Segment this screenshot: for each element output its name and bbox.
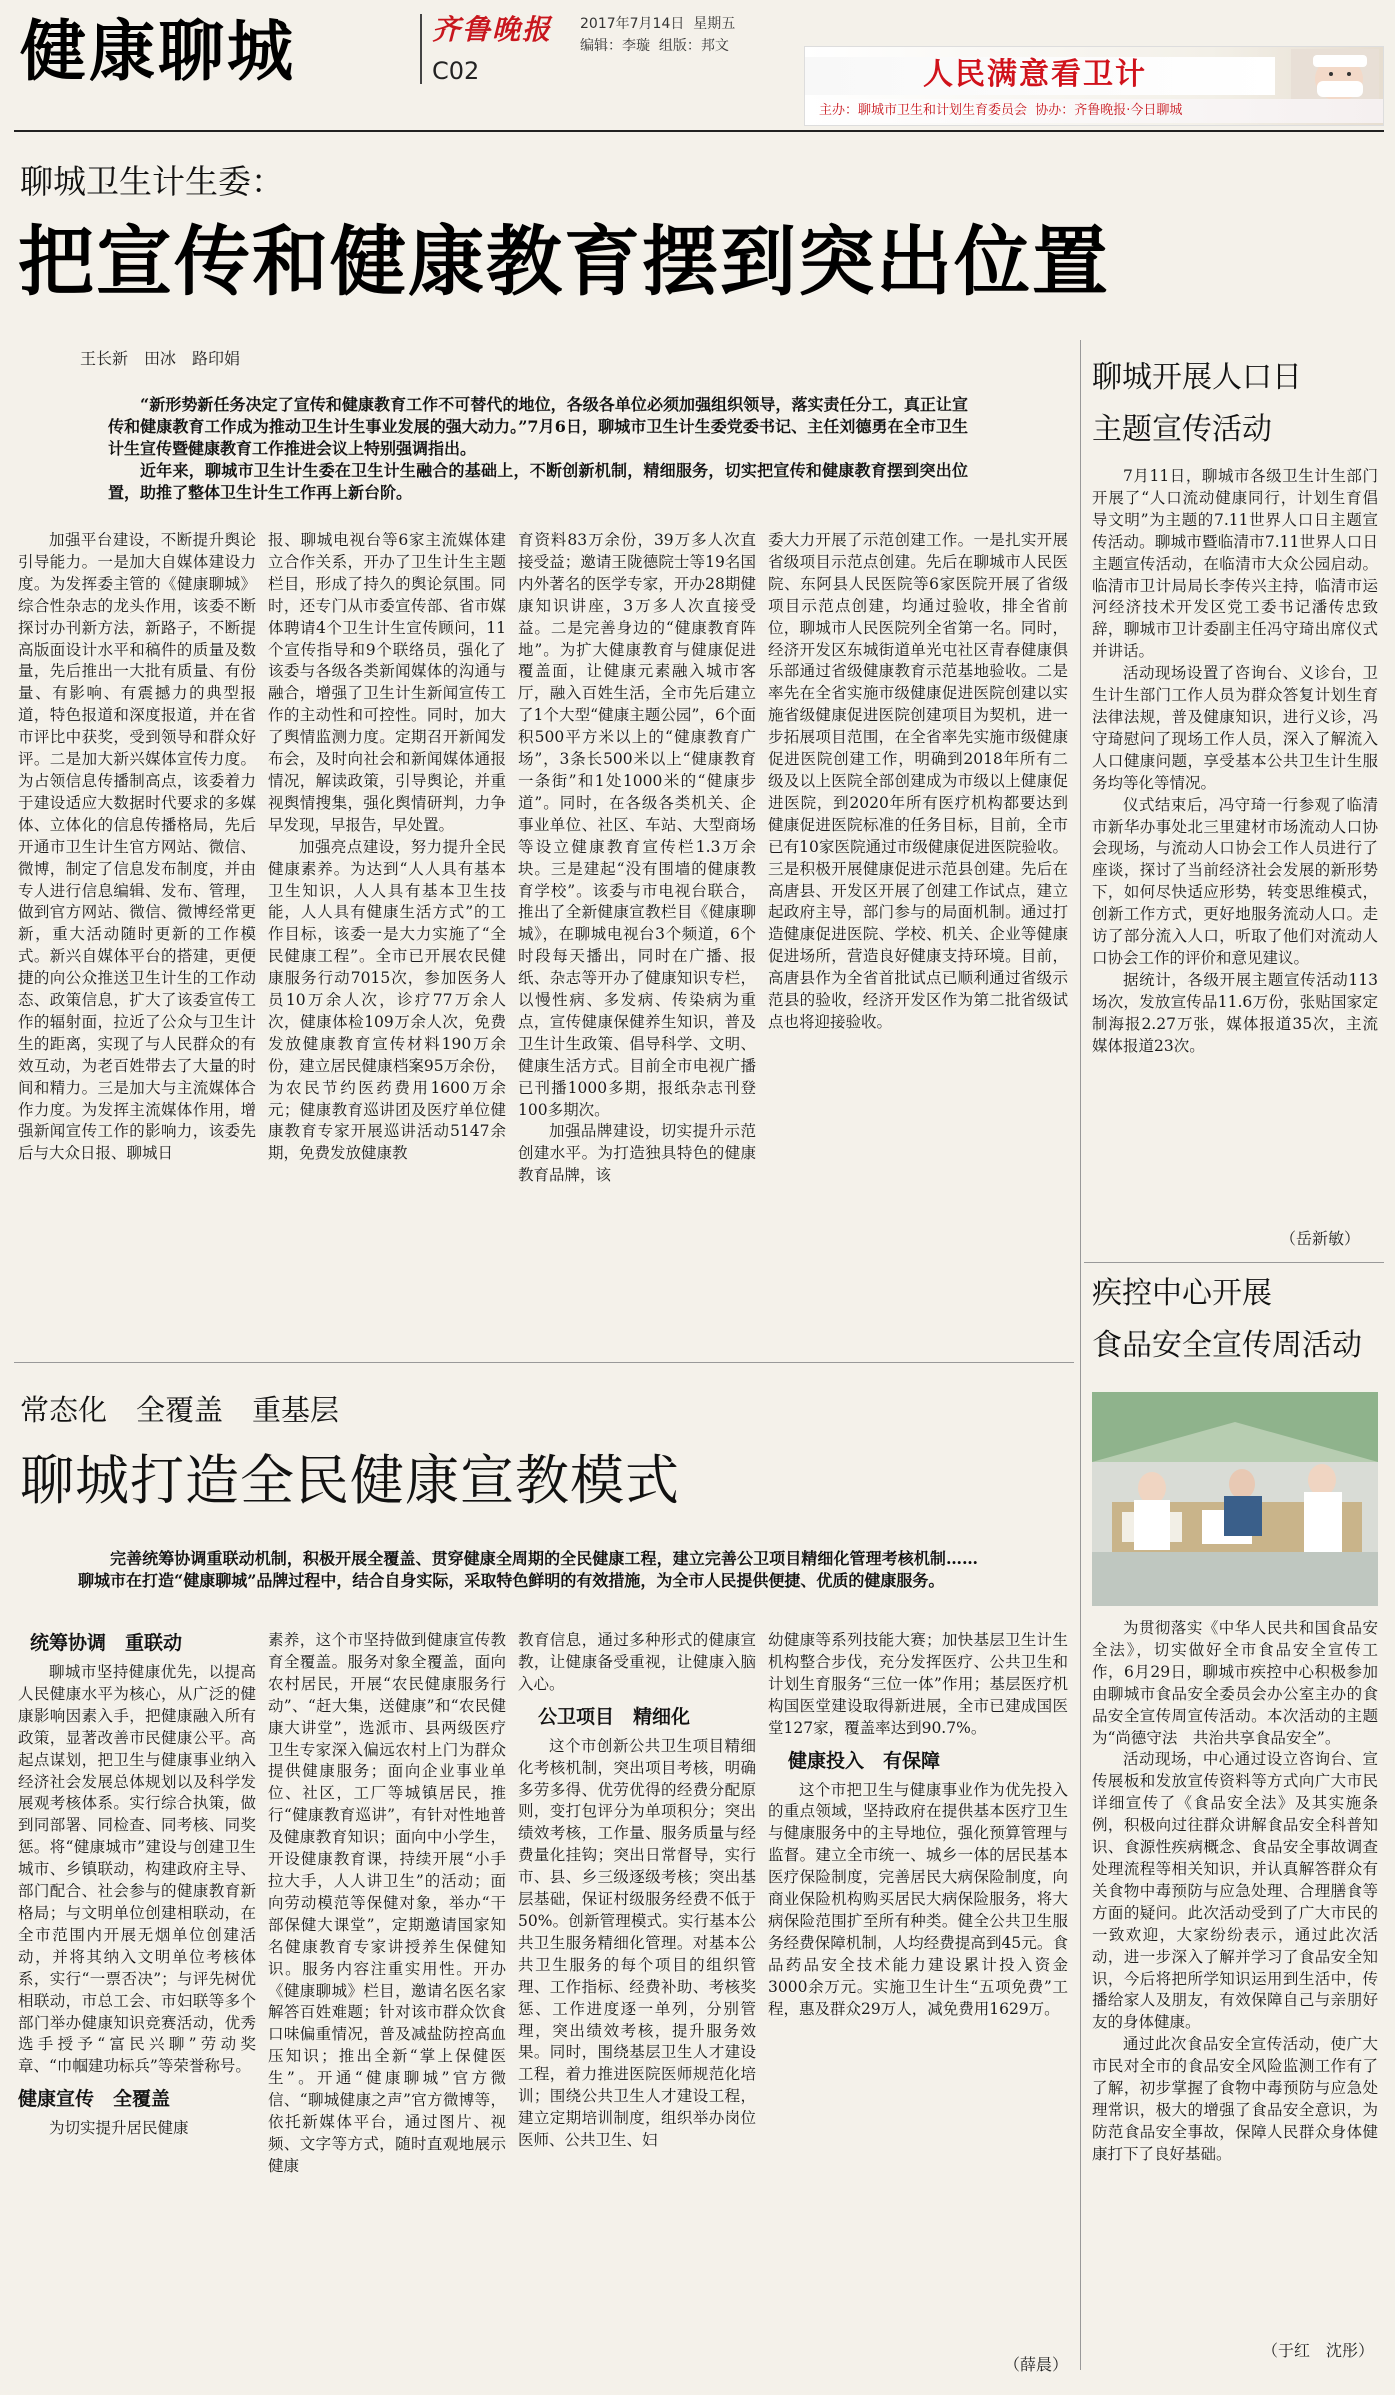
article2-col3-text: 教育信息，通过多种形式的健康宣教，让健康备受重视，让健康入脑入心。 bbox=[518, 1631, 756, 1693]
article2-intro bbox=[78, 1548, 978, 1592]
sidebar2-headline-line1: 疾控中心开展 bbox=[1092, 1276, 1272, 1311]
article1-authors: 王长新 田冰 路印娟 bbox=[80, 349, 241, 368]
sidebar2-headline-line2: 食品安全宣传周活动 bbox=[1092, 1328, 1362, 1363]
designer-text: 组版：邦文 bbox=[658, 38, 729, 54]
sidebar1-p1: 7月11日，聊城市各级卫生计生部门开展了“人口流动健康同行，计划生育倡导文明”为主题的7.11世界人口日主题宣传活动。聊城市暨临清市7.11世界人口日主题宣传活动，在临清市大众公园启动。临清市卫计局局长李传兴主持，临清市运河经济技术开发区党工委书记潘传忠致辞，聊城市卫计委副主任冯守琦出席仪式并讲话。 bbox=[1092, 467, 1378, 661]
article2-top-rule bbox=[14, 1362, 1074, 1363]
article2-col4-text: 幼健康等系列技能大赛；加快基层卫生计生机构整合步伐，充分发挥医疗、公共卫生和计划生育服务“三位一体”作用；基层医疗机构国医堂建设取得新进展，全市已建成国医堂127家，覆盖率达到90.7%。 bbox=[768, 1631, 1068, 1737]
banner-title: 人民满意看卫计 bbox=[923, 57, 1147, 92]
article1-intro-p1: “新形势新任务决定了宣传和健康教育工作不可替代的地位，各级各单位必须加强组织领导，落实责任分工，真正让宣传和健康教育工作成为推动卫生计生事业发展的强大动力。”7月6日，聊城市卫生计生委党委书记、主任刘德勇在全市卫生计生宣传暨健康教育工作推进会议上特别强调指出。 bbox=[108, 395, 968, 458]
date-line bbox=[580, 14, 735, 34]
editor-text: 编辑：李璇 bbox=[580, 38, 650, 54]
sidebar2-headline bbox=[1092, 1268, 1362, 1372]
article1-intro-p2: 近年来，聊城市卫生计生委在卫生计生融合的基础上，不断创新机制，精细服务，切实把宣传和健康教育摆到突出位置，助推了整体卫生计生工作再上新台阶。 bbox=[108, 461, 968, 502]
article2-intro-text: 完善统筹协调重联动机制，积极开展全覆盖、贯穿健康全周期的全民健康工程，建立完善公卫项目精细化管理考核机制……聊城市在打造“健康聊城”品牌过程中，结合自身实际，采取特色鲜明的有效措施，为全市人民提供便捷、优质的健康服务。 bbox=[78, 1549, 978, 1590]
article2-col1 bbox=[18, 1622, 256, 2382]
article2-col1-text: 聊城市坚持健康优先，以提高人民健康水平为核心，从广泛的健康影响因素入手，把健康融入所有政策，显著改善市民健康公平。高起点谋划，把卫生与健康事业纳入经济社会发展总体规划以及科学发展观考核体系。实行综合执策，做到同部署、同检查、同考核、同奖惩。将“健康城市”建设与创建卫生城市、乡镇联动，构建政府主导、部门配合、社会参与的健康教育新格局；与文明单位创建相联动，在全市范围内开展无烟单位创建活动，并将其纳入文明单位考核体系，实行“一票否决”；与评先树优相联动，市总工会、市妇联等多个部门举办健康知识竞赛活动，优秀选手授予“富民兴聊”劳动奖章、“巾帼建功标兵”等荣誉称号。 bbox=[18, 1663, 256, 2076]
sidebar1-headline-line1: 聊城开展人口日 bbox=[1092, 360, 1302, 395]
sidebar2-p2: 活动现场，中心通过设立咨询台、宣传展板和发放宣传资料等方式向广大市民详细宣传了《食品安全法》及其实施条例，积极向过往群众讲解食品安全科普知识、食源性疾病概念、食品安全事故调查处理流程等相关知识，并认真解答群众有关食物中毒预防与应急处理、合理膳食等方面的疑问。此次活动受到了广大市民的一致欢迎，大家纷纷表示，通过此次活动，进一步深入了解并学习了食品安全知识，今后将把所学知识运用到生活中，传播给家人及朋友，有效保障自己与亲朋好友的身体健康。 bbox=[1092, 1750, 1378, 2032]
article1-col1-text: 加强平台建设，不断提升舆论引导能力。一是加大自媒体建设力度。为发挥委主管的《健康聊城》综合性杂志的龙头作用，该委不断探讨办刊新方法，新路子，不断提高版面设计水平和稿件的质量及数量，先后推出一大批有质量、有份量、有影响、有震撼力的典型报道，特色报道和深度报道，并在省市评比中获奖，受到领导和群众好评。二是加大新兴媒体宣传力度。为占领信息传播制高点，该委着力于建设适应大数据时代要求的多媒体、立体化的信息传播格局，先后开通市卫生计生官方网站、微信、微博，制定了信息发布制度，并由专人进行信息编辑、发布、管理，做到官方网站、微信、微博经常更新，重大活动随时更新的工作模式。新兴自媒体平台的搭建，更便捷的向公众推送卫生计生的工作动态、政策信息，扩大了该委宣传工作的辐射面，拉近了公众与卫生计生的距离，实现了与人民群众的有效互动，为老百姓带去了大量的时间和精力。三是加大与主流媒体合作力度。为发挥主流媒体作用，增强新闻宣传工作的影响力，该委先后与大众日报、聊城日 bbox=[18, 531, 256, 1163]
article1-col3 bbox=[518, 530, 756, 1300]
article1-col3-text: 育资料83万余份，39万多人次直接受益；邀请王陇德院士等19名国内外著名的医学专家，开办28期健康知识讲座，3万多人次直接受益。二是完善身边的“健康教育阵地”。为扩大健康教育与健康促进覆盖面，让健康元素融入城市客厅，融入百姓生活，全市先后建立了1个大型“健康主题公园”，6个面积500平方米以上的“健康教育广场”，3条长500米以上“健康教育一条街”和1处1000米的“健康步道”。同时，在各级各类机关、企事业单位、社区、车站、大型商场等设立健康教育宣传栏1.3万余块。三是建起“没有围墙的健康教育学校”。该委与市电视台联合，推出了全新健康宣教栏目《健康聊城》，在聊城电视台3个频道，6个时段每天播出，同时在广播、报纸、杂志等开办了健康知识专栏，以慢性病、多发病、传染病为重点，宣传健康保健养生知识，普及卫生计生政策、倡导科学、文明、健康生活方式。目前全市电视广播已刊播1000多期，报纸杂志刊登100多期次。 bbox=[518, 531, 756, 1119]
article2-col4 bbox=[768, 1630, 1068, 2360]
article2-col2 bbox=[268, 1630, 506, 2382]
article2-author: （薛晨） bbox=[1004, 2355, 1069, 2374]
article2-sub4: 健康投入 有保障 bbox=[788, 1749, 941, 1772]
sidebar-divider bbox=[1080, 340, 1081, 2370]
article1-intro bbox=[108, 394, 968, 504]
article2-col3 bbox=[518, 1630, 756, 2382]
nurse-photo bbox=[1291, 49, 1379, 99]
section-title: 健康聊城 bbox=[20, 13, 296, 90]
date-text: 2017年7月14日 bbox=[580, 16, 685, 32]
food-safety-photo bbox=[1092, 1392, 1378, 1606]
sidebar1-p3: 仪式结束后，冯守琦一行参观了临清市新华办事处北三里建材市场流动人口协会现场，与流动人口协会工作人员进行了座谈，探讨了当前经济社会发展的新形势下，如何尽快适应形势，转变思维模式，创新工作方式，更好地服务流动人口。走访了部分流入人口，听取了他们对流动人口协会工作的评价和意见建议。 bbox=[1092, 795, 1378, 967]
sidebar2-body bbox=[1092, 1618, 1378, 2338]
article2-headline: 聊城打造全民健康宣教模式 bbox=[20, 1449, 680, 1512]
sidebar2-author: （于红 沈彤） bbox=[1262, 2341, 1375, 2360]
banner-sponsor-line bbox=[819, 101, 1182, 121]
sidebar1-p4: 据统计，各级开展主题宣传活动113场次，发放宣传品11.6万份，张贴国家定制海报2.27万张，媒体报道35次，主流媒体报道23次。 bbox=[1092, 970, 1378, 1055]
banner-co-sponsor: 协办：齐鲁晚报·今日聊城 bbox=[1035, 103, 1183, 118]
article2-sub3: 公卫项目 精细化 bbox=[538, 1705, 691, 1728]
sidebar1-headline-line2: 主题宣传活动 bbox=[1092, 412, 1272, 447]
page-code: C02 bbox=[432, 57, 480, 85]
article2-kicker: 常态化 全覆盖 重基层 bbox=[20, 1393, 340, 1427]
sidebar1-headline bbox=[1092, 352, 1302, 456]
article1-col4-text: 委大力开展了示范创建工作。一是扎实开展省级项目示范点创建。先后在聊城市人民医院、东阿县人民医院等6家医院开展了省级项目示范点创建，均通过验收，排全省前位，聊城市人民医院列全省第一名。同时，经济开发区东城街道单光屯社区青春健康俱乐部通过省级健康教育示范基地验收。二是率先在全省实施市级健康促进医院创建以实施省级健康促进医院创建项目为契机，进一步拓展项目范围，在全省率先实施市级健康促进医院创建工作，明确到2018年所有二级及以上医院全部创建成为市级以上健康促进医院，到2020年所有医疗机构都要达到健康促进医院标准的任务目标，目前，全市已有10家医院通过市级健康促进医院验收。三是积极开展健康促进示范县创建。先后在高唐县、开发区开展了创建工作试点，建立起政府主导，部门参与的局面机制。通过打造健康促进医院、学校、机关、企业等健康促进场所，营造良好健康支持环境。目前，高唐县作为全省首批试点已顺利通过省级示范县的验收，经济开发区作为第二批省级试点也将迎接验收。 bbox=[768, 531, 1068, 1031]
weekday-text: 星期五 bbox=[693, 16, 736, 32]
editor-line bbox=[580, 36, 729, 56]
article1-kicker: 聊城卫生计生委： bbox=[20, 162, 284, 201]
masthead-divider bbox=[420, 14, 422, 84]
banner bbox=[804, 46, 1384, 126]
article2-col3b-text: 这个市创新公共卫生项目精细化考核机制，突出项目考核，明确多劳多得、优劳优得的经费分配原则，变打包评分为单项积分；突出绩效考核，工作量、服务质量与经费量化挂钩；突出日常督导，实行市、县、乡三级逐级考核；突出基层基础，保证村级服务经费不低于50%。创新管理模式。实行基本公共卫生服务精细化管理。对基本公共卫生服务的每个项目的组织管理、工作指标、经费补助、考核奖惩、工作进度逐一单列，分别管理，突出绩效考核，提升服务效果。同时，围绕基层卫生人才建设工程，着力推进医院医师规范化培训；围绕公共卫生人才建设工程，建立定期培训制度，组织举办岗位医师、公共卫生、妇 bbox=[518, 1736, 756, 2150]
article1-col2 bbox=[268, 530, 506, 1300]
paper-logo: 齐鲁晚报 bbox=[432, 13, 553, 46]
sidebar1-body bbox=[1092, 466, 1378, 1226]
article1-col3b-text: 加强品牌建设，切实提升示范创建水平。为打造独具特色的健康教育品牌，该 bbox=[518, 1122, 756, 1185]
sidebar1-rule bbox=[1084, 1262, 1384, 1263]
masthead-rule bbox=[14, 130, 1384, 132]
article2-col4b-text: 这个市把卫生与健康事业作为优先投入的重点领域，坚持政府在提供基本医疗卫生与健康服务中的主导地位，强化预算管理与监督。建立全市统一、城乡一体的居民基本医疗保险制度，完善居民大病保险制度，向商业保险机构购买居民大病保险服务，将大病保险范围扩至所有种类。健全公共卫生服务经费保障机制，人均经费提高到45元。食品药品安全技术能力建设累计投入资金3000余万元。实施卫生计生“五项免费”工程，惠及群众29万人，减免费用1629万。 bbox=[768, 1780, 1068, 2018]
article2-sub1: 统筹协调 重联动 bbox=[30, 1632, 183, 1654]
article1-col2b-text: 加强亮点建设，努力提升全民健康素养。为达到“人人具有基本卫生知识，人人具有基本卫生技能，人人具有健康生活方式”的工作目标，该委一是大力实施了“全民健康工程”。全市已开展农民健康服务行动7015次，参加医务人员10万余人次，诊疗77万余人次，健康体检109万余人次，免费发放健康教育宣传材料190万余份，建立居民健康档案95万余份，为农民节约医药费用1600万余元；健康教育巡讲团及医疗单位健康教育专家开展巡讲活动5147余期，免费发放健康教 bbox=[268, 837, 506, 1163]
sidebar2-p1: 为贯彻落实《中华人民共和国食品安全法》，切实做好全市食品安全宣传工作，6月29日，聊城市疾控中心积极参加由聊城市食品安全委员会办公室主办的食品安全宣传周宣传活动。本次活动的主题为“尚德守法 共治共享食品安全”。 bbox=[1092, 1619, 1378, 1747]
article2-col2-text: 素养，这个市坚持做到健康宣传教育全覆盖。服务对象全覆盖，面向农村居民，开展“农民健康服务行动”、“赶大集，送健康”和“农民健康大讲堂”，选派市、县两级医疗卫生专家深入偏远农村上门为群众提供健康服务；面向企业事业单位、社区，工厂等城镇居民，推行“健康教育巡讲”，有针对性地普及健康教育知识；面向中小学生，开设健康教育课，持续开展“小手拉大手，人人讲卫生”的活动；面向劳动模范等保健对象，举办“干部保健大课堂”，定期邀请国家知名健康教育专家讲授养生保健知识。服务内容注重实用性。开办《健康聊城》栏目，邀请名医名家解答百姓难题；针对该市群众饮食口味偏重情况，普及减盐防控高血压知识；推出全新“掌上保健医生”。开通“健康聊城”官方微信、“聊城健康之声”官方微博等，依托新媒体平台，通过图片、视频、文字等方式，随时直观地展示健康 bbox=[268, 1631, 506, 2175]
article2-sub2: 健康宣传 全覆盖 bbox=[18, 2088, 171, 2111]
article1-col4 bbox=[768, 530, 1068, 1300]
article1-col1 bbox=[18, 530, 256, 1300]
sidebar2-p3: 通过此次食品安全宣传活动，使广大市民对全市的食品安全风险监测工作有了了解，初步掌握了食物中毒预防与应急处理常识，极大的增强了食品安全意识，为防范食品安全事故，保障人民群众身体健康打下了良好基础。 bbox=[1092, 2035, 1378, 2163]
banner-sponsor: 主办：聊城市卫生和计划生育委员会 bbox=[819, 103, 1028, 118]
article1-col2-text: 报、聊城电视台等6家主流媒体建立合作关系，开办了卫生计生主题栏目，形成了持久的舆论氛围。同时，还专门从市委宣传部、省市媒体聘请4个卫生计生宣传顾问，11个宣传指导和9个联络员，强化了该委与各级各类新闻媒体的沟通与融合，增强了卫生计生新闻宣传工作的主动性和可控性。同时，加大了舆情监测力度。定期召开新闻发布会，及时向社会和新闻媒体通报情况，解读政策，引导舆论，并重视舆情搜集，强化舆情研判，力争早发现，早报告，早处置。 bbox=[268, 531, 506, 834]
article2-col1b-text: 为切实提升居民健康 bbox=[49, 2119, 189, 2138]
sidebar1-author: （岳新敏） bbox=[1280, 1229, 1361, 1248]
article1-headline: 把宣传和健康教育摆到突出位置 bbox=[18, 217, 1110, 306]
sidebar1-p2: 活动现场设置了咨询台、义诊台，卫生计生部门工作人员为群众答复计划生育法律法规，普及健康知识，进行义诊，冯守琦慰问了现场工作人员，深入了解流入人口健康问题，享受基本公共卫生计生服务均等化等情况。 bbox=[1092, 664, 1378, 792]
